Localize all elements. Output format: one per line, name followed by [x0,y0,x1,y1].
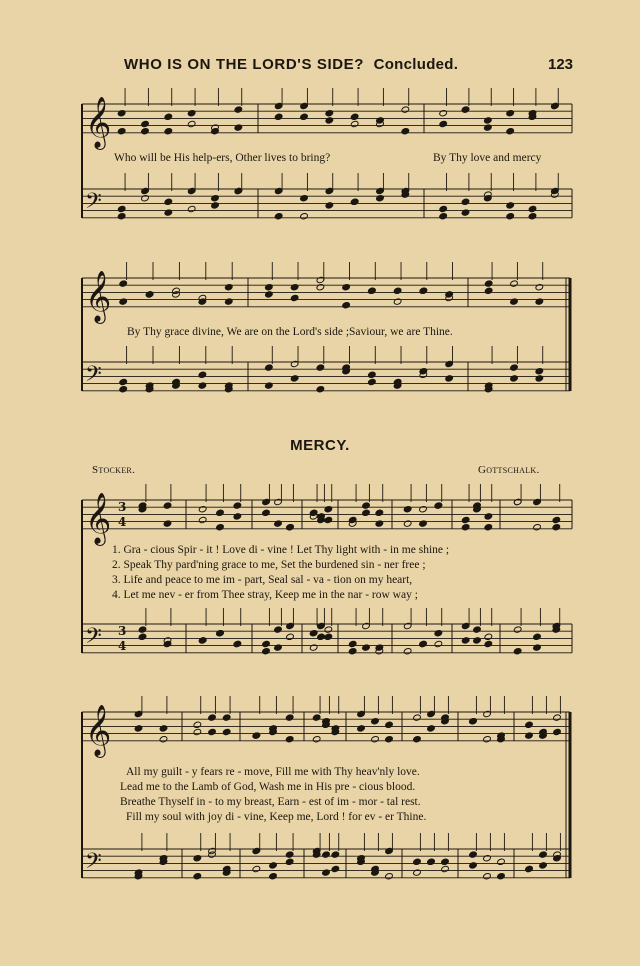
time-sig-top-bass: 3 [118,624,127,638]
concluded-label: Concluded. [373,56,459,73]
time-sig-top: 3 [118,500,127,514]
mercy1-treble-notes-5 [403,484,442,527]
svg-text:𝄞: 𝄞 [85,703,112,756]
mercy2-bass-notes-7 [525,833,562,873]
mercy1-treble-notes-0 [138,484,172,527]
verse-line-1a: 1. Gra - cious Spir - it ! Love di - vine ! Let Thy light with - in me shine ; [112,544,450,556]
mercy1-bass-notes-1 [198,608,241,648]
svg-text:𝄢: 𝄢 [85,848,102,879]
mercy1-bass-notes-0 [138,608,172,648]
system2-treble [82,270,570,324]
composer-left: Stocker. [92,464,136,476]
mercy1-treble-notes-3 [309,484,332,524]
mercy1-bass-notes-3 [309,608,332,651]
verse-line-2b: Lead me to the Lamb of God, Wash me in His pre - cious blood. [120,781,416,793]
mercy2-treble-notes-7 [525,696,562,739]
verse-line-3a: 3. Life and peace to me im - part, Seal sal - va - tion on my heart, [112,574,413,586]
svg-text:𝄞: 𝄞 [85,491,112,544]
mercy2-treble [82,704,570,758]
lyric-line-2: By Thy grace divine, We are on the Lord's side ;Saviour, we are Thine. [127,326,453,338]
composer-right: Gottschalk. [478,464,540,476]
svg-text:𝄢: 𝄢 [85,361,102,392]
mercy2-bass-notes-3 [312,833,339,876]
mercy2-bass-notes-5 [413,833,450,876]
svg-text:𝄞: 𝄞 [85,95,112,148]
mercy-title: MERCY. [290,437,350,454]
lyric-line-1a: Who will be His help-ers, Other lives to bring? [114,152,331,164]
time-sig-bottom: 4 [118,515,127,529]
lyric-line-1b: By Thy love and mercy [433,152,542,164]
verse-line-3b: Breathe Thyself in - to my breast, Earn - est of im - mor - tal rest. [120,796,421,808]
hymn-title-header: WHO IS ON THE LORD'S SIDE? Concluded. [124,56,459,73]
mercy1-bass-notes-6 [461,608,492,648]
mercy1-treble-notes-4 [348,484,383,527]
page-number: 123 [548,56,574,73]
system2-treble-notes-a [119,262,233,305]
svg-text:𝄢: 𝄢 [85,188,102,219]
verse-line-4b: Fill my soul with joy di - vine, Keep me, Lord ! for ev - er Thine. [126,811,427,823]
svg-text:𝄞: 𝄞 [85,269,112,322]
verse-line-2a: 2. Speak Thy pard'ning grace to me, Set the burdened sin - ner free ; [112,559,426,571]
time-sig-bottom-bass: 4 [118,639,127,653]
mercy2-treble-notes-1 [193,696,231,736]
system2-treble-notes-c [484,262,543,305]
verse-line-4a: 4. Let me nev - er from Thee stray, Keep me in the nar - row way ; [112,589,418,601]
system2-bass [82,362,570,392]
svg-text:𝄢: 𝄢 [85,623,102,654]
verse-line-1b: All my guilt - y fears re - move, Fill me with Thy heav'nly love. [126,766,420,778]
